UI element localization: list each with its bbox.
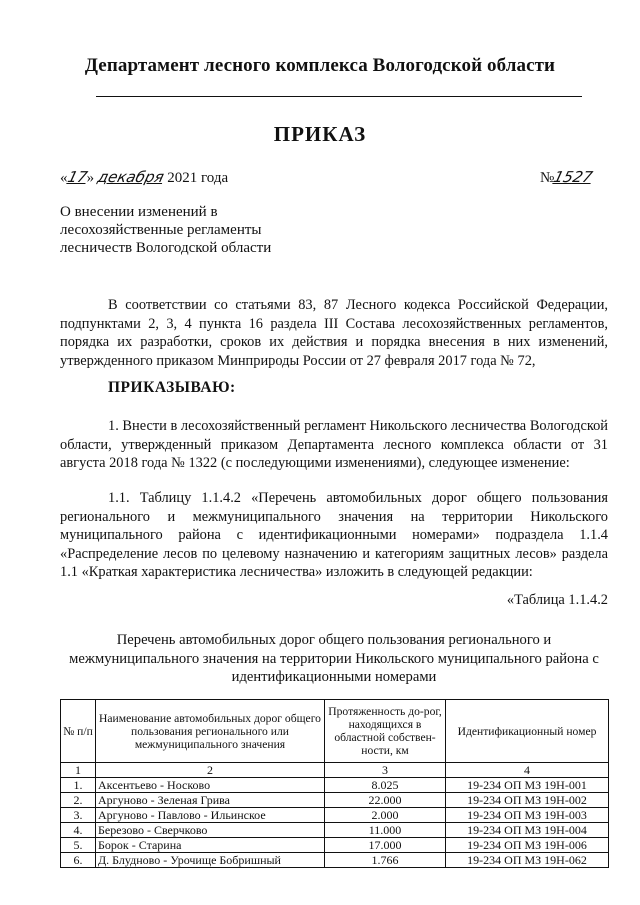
road-name: Д. Блудново - Урочище Бобришный <box>96 853 325 868</box>
number-prefix: № <box>540 170 555 186</box>
road-length: 11.000 <box>325 823 446 838</box>
road-name: Аргуново - Павлово - Ильинское <box>96 808 325 823</box>
roads-table <box>60 699 609 868</box>
column-number: 3 <box>325 763 446 778</box>
row-number: 2. <box>61 793 96 808</box>
table-row <box>61 808 609 823</box>
order-directive: ПРИКАЗЫВАЮ: <box>108 379 236 396</box>
road-name: Аргуново - Зеленая Грива <box>96 793 325 808</box>
column-number: 4 <box>446 763 609 778</box>
table-row <box>61 823 609 838</box>
header-length: Протяженность до-рог, находящихся в областной собствен-ности, км <box>325 700 446 763</box>
header-number: № п/п <box>61 700 96 763</box>
header-divider <box>96 96 582 97</box>
table-row <box>61 778 609 793</box>
road-length: 22.000 <box>325 793 446 808</box>
road-name: Аксентьево - Носково <box>96 778 325 793</box>
document-type: ПРИКАЗ <box>273 122 367 146</box>
row-number: 5. <box>61 838 96 853</box>
road-identifier: 19-234 ОП МЗ 19Н-006 <box>446 838 609 853</box>
subject-line: лесничеств Вологодской области <box>60 240 272 256</box>
row-number: 1. <box>61 778 96 793</box>
date-year: 2021 года <box>167 170 229 186</box>
table-row <box>61 793 609 808</box>
road-identifier: 19-234 ОП МЗ 19Н-002 <box>446 793 609 808</box>
row-number: 6. <box>61 853 96 868</box>
item-1-paragraph: 1. Внести в лесохозяйственный регламент Никольского лесничества Вологодской области, утвержденный приказом Департамента лесного комплекса области от 31 августа 2018 года № 1322 (с последующими изменениями), следующее изменение: <box>60 418 608 472</box>
date-open-quote: « <box>60 170 68 186</box>
header-identifier: Идентификационный номер <box>446 700 609 763</box>
table-header-row <box>61 700 609 763</box>
table-label: «Таблица 1.1.4.2 <box>506 592 608 608</box>
item-1-1-paragraph: 1.1. Таблицу 1.1.4.2 «Перечень автомобильных дорог общего пользования регионального и межмуниципального значения на территории Никольского муниципального района с идентификационными номерами» подраздела 1.1.4 «Распределение лесов по целевому назначению и категориям защитных лесов» раздела 1.1 «Краткая характеристика лесничества» изложить в следующей редакции: <box>60 490 608 581</box>
subject-line: лесохозяйственные регламенты <box>60 222 262 238</box>
road-identifier: 19-234 ОП МЗ 19Н-001 <box>446 778 609 793</box>
preamble-paragraph: В соответствии со статьями 83, 87 Лесного кодекса Российской Федерации, подпунктами 2, 3, 4 пункта 16 раздела III Состава лесохозяйственных регламентов, порядка их разработки, сроков их действия и порядка внесения в них изменений, утвержденного приказом Минприроды России от 27 февраля 2017 года № 72, <box>60 297 608 369</box>
road-identifier: 19-234 ОП МЗ 19Н-003 <box>446 808 609 823</box>
order-number <box>540 168 593 187</box>
date-close-quote: » <box>86 170 95 186</box>
column-number: 2 <box>96 763 325 778</box>
order-subject <box>60 203 271 257</box>
order-date <box>60 168 228 187</box>
row-number: 3. <box>61 808 96 823</box>
table-title: Перечень автомобильных дорог общего пользования регионального и межмуниципального значения на территории Никольского муниципального района с идентификационными номерами <box>69 632 599 685</box>
road-length: 1.766 <box>325 853 446 868</box>
subject-line: О внесении изменений в <box>60 204 218 220</box>
header-road-name: Наименование автомобильных дорог общего пользования регионального или межмуниципального значения <box>96 700 325 763</box>
column-number: 1 <box>61 763 96 778</box>
column-number-row <box>61 763 609 778</box>
number-value: 1527 <box>552 168 595 186</box>
road-length: 2.000 <box>325 808 446 823</box>
road-name: Борок - Старина <box>96 838 325 853</box>
department-name: Департамент лесного комплекса Вологодской области <box>84 55 556 76</box>
road-identifier: 19-234 ОП МЗ 19Н-062 <box>446 853 609 868</box>
row-number: 4. <box>61 823 96 838</box>
table-row <box>61 838 609 853</box>
road-length: 8.025 <box>325 778 446 793</box>
road-identifier: 19-234 ОП МЗ 19Н-004 <box>446 823 609 838</box>
date-month: декабря <box>95 168 166 186</box>
table-row <box>61 853 609 868</box>
road-length: 17.000 <box>325 838 446 853</box>
date-day: 17 <box>65 168 89 186</box>
road-name: Березово - Сверчково <box>96 823 325 838</box>
